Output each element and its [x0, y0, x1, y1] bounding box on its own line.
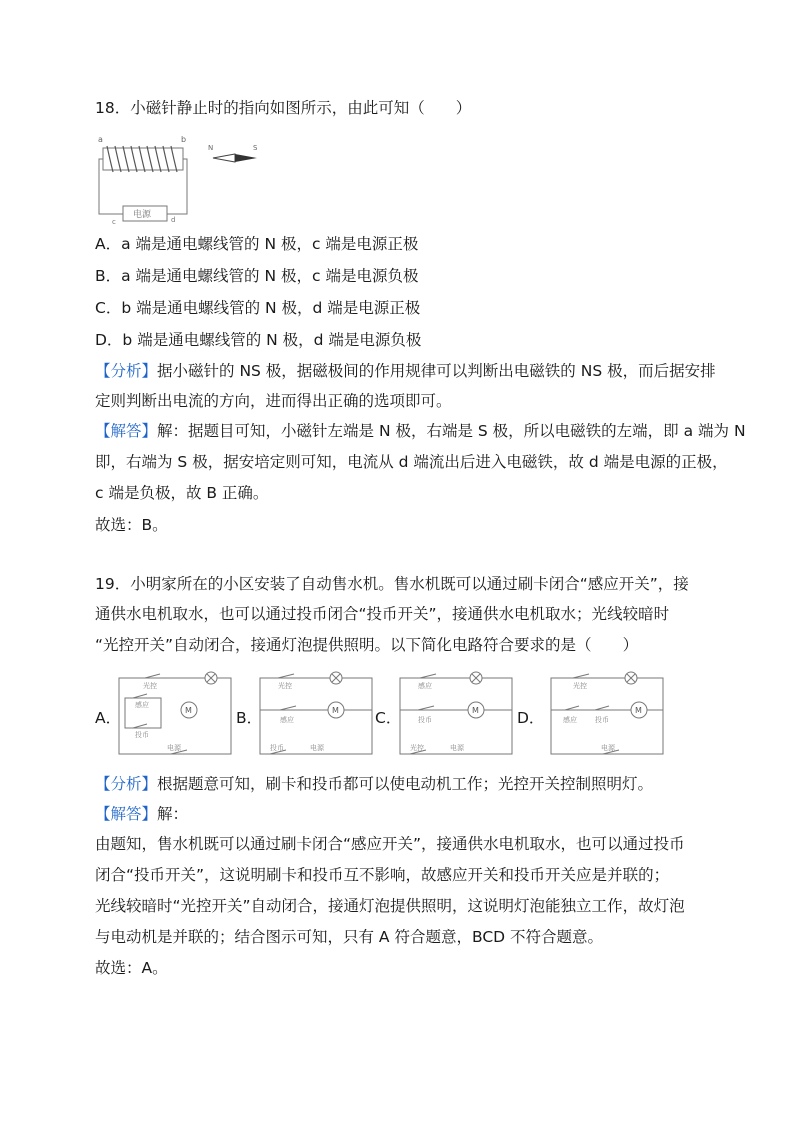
a-motor: M [185, 706, 192, 715]
q19-question-line-3: “光控开关”自动闭合，接通灯泡提供照明。以下简化电路符合要求的是（ ） [95, 636, 639, 654]
q18-analysis-line-1 [95, 361, 716, 381]
c-coin: 投币 [418, 716, 432, 724]
d-motor: M [635, 706, 642, 715]
circuit-d [547, 670, 667, 762]
d-coin: 投币 [595, 716, 609, 724]
q18-solution-line-1 [95, 421, 746, 441]
a-sense: 感应 [135, 701, 149, 709]
q19-analysis [95, 774, 653, 794]
d-power: 电源 [601, 744, 615, 752]
q18-answer: 故选：B。 [95, 516, 168, 534]
q18-solution-line-3: c 端是负极，故 B 正确。 [95, 484, 269, 502]
q19-option-d-letter: D． [517, 709, 545, 727]
d-sense: 感应 [563, 716, 577, 724]
circuit-a [115, 670, 235, 762]
circuit-c [396, 670, 516, 762]
q18-solution-line-2: 即，右端为 S 极，据安培定则可知，电流从 d 端流出后进入电磁铁，故 d 端是电源的正极， [95, 453, 728, 471]
q19-question-line-2: 通供水电机取水，也可以通过投币闭合“投币开关”，接通供水电机取水；光线较暗时 [95, 605, 670, 623]
q19-solution-line-2: 闭合“投币开关”，这说明刷卡和投币互不影响，故感应开关和投币开关应是并联的； [95, 866, 670, 884]
b-power: 电源 [310, 744, 324, 752]
a-power: 电源 [167, 744, 181, 752]
b-coin: 投币 [270, 744, 284, 752]
q18-option-c: C．b 端是通电螺线管的 N 极，d 端是电源正极 [95, 299, 421, 317]
c-power: 电源 [450, 744, 464, 752]
q19-option-b-letter: B． [236, 709, 263, 727]
b-motor: M [332, 706, 339, 715]
analysis-text: 据小磁针的 NS 极，据磁极间的作用规律可以判断出电磁铁的 NS 极，而后据安排 [157, 362, 716, 380]
analysis-tag-19: 【分析】 [95, 775, 158, 793]
q19-option-c-letter: C． [375, 709, 402, 727]
q19-solution-line-4: 与电动机是并联的；结合图示可知，只有 A 符合题意，BCD 不符合题意。 [95, 928, 604, 946]
b-light: 光控 [278, 682, 292, 690]
b-sense: 感应 [280, 716, 294, 724]
label-b: b [181, 135, 187, 144]
label-d: d [171, 216, 176, 224]
label-a: a [98, 135, 103, 144]
q18-option-a: A．a 端是通电螺线管的 N 极，c 端是电源正极 [95, 235, 419, 253]
c-motor: M [472, 706, 479, 715]
q18-option-d: D．b 端是通电螺线管的 N 极，d 端是电源负极 [95, 331, 422, 349]
q19-question-line-1: 19．小明家所在的小区安装了自动售水机。售水机既可以通过刷卡闭合“感应开关”，接 [95, 575, 689, 593]
label-c: c [112, 218, 116, 224]
a-light: 光控 [143, 682, 157, 690]
q19-option-a-letter: A． [95, 709, 122, 727]
q19-solution-head [95, 804, 188, 824]
q19-answer: 故选：A。 [95, 959, 168, 977]
c-sense: 感应 [418, 682, 432, 690]
power-label: 电源 [133, 210, 152, 220]
analysis-text-19: 根据题意可知，刷卡和投币都可以使电动机工作；光控开关控制照明灯。 [157, 775, 654, 793]
solution-tag: 【解答】 [95, 422, 158, 440]
circuit-b [256, 670, 376, 762]
a-coin: 投币 [135, 731, 149, 739]
solution-first-19: 解： [157, 805, 189, 823]
solution-tag-19: 【解答】 [95, 805, 158, 823]
needle-n: N [208, 144, 214, 152]
q18-analysis-line-2: 定则判断出电流的方向，进而得出正确的选项即可。 [95, 392, 452, 410]
c-light: 光控 [410, 744, 424, 752]
analysis-tag: 【分析】 [95, 362, 158, 380]
q18-solenoid-figure [95, 132, 285, 224]
solution-text: 解：据题目可知，小磁针左端是 N 极，右端是 S 极，所以电磁铁的左端，即 a 端为 N [157, 422, 746, 440]
d-light: 光控 [573, 682, 587, 690]
q18-option-b: B．a 端是通电螺线管的 N 极，c 端是电源负极 [95, 267, 419, 285]
q18-question: 18．小磁针静止时的指向如图所示，由此可知（ ） [95, 99, 472, 117]
needle-s: S [253, 144, 258, 152]
q19-solution-line-3: 光线较暗时“光控开关”自动闭合，接通灯泡提供照明，这说明灯泡能独立工作，故灯泡 [95, 897, 685, 915]
q19-solution-line-1: 由题知，售水机既可以通过刷卡闭合“感应开关”，接通供水电机取水，也可以通过投币 [95, 835, 685, 853]
